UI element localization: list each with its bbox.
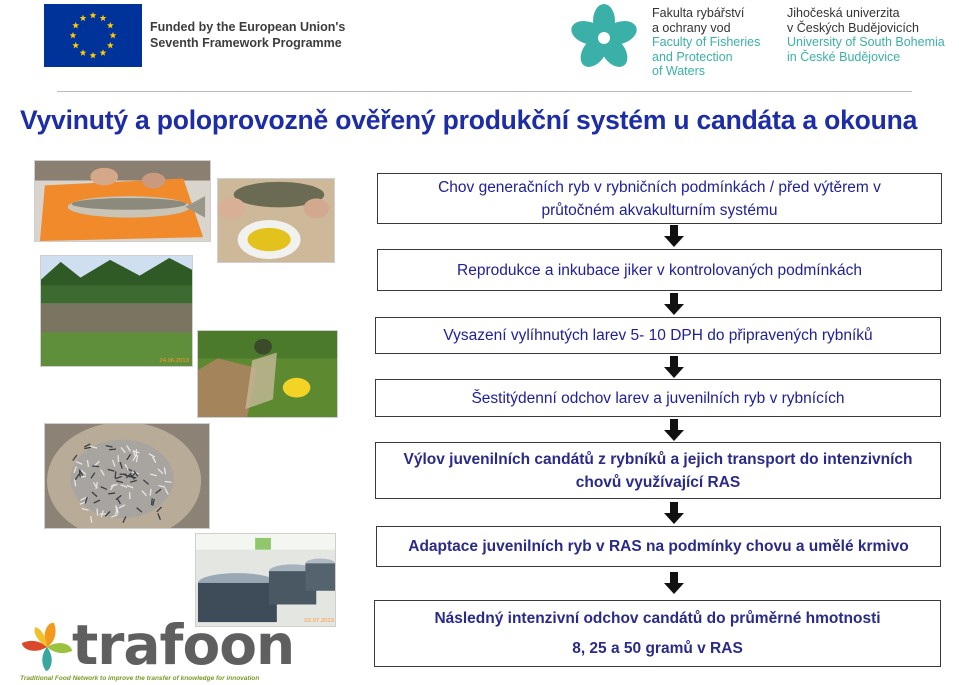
eu-funding-line-2: Seventh Framework Programme [150, 36, 342, 50]
fish-fry-mark [115, 471, 116, 478]
fish-fry-mark [152, 498, 153, 505]
flow-step-text: Následný intenzivní odchov candátů do průměrné hmotnosti [434, 609, 881, 627]
jcu-line: Jihočeská univerzita [787, 6, 900, 20]
frov-faculty-name [652, 6, 760, 79]
flow-step-text: Reprodukce a inkubace jiker v kontrolovaných podmínkách [457, 261, 862, 279]
eu-star-icon [100, 15, 107, 22]
flow-step-5 [375, 442, 941, 499]
fish-fry-mark [92, 466, 99, 467]
eu-star-icon [90, 52, 97, 59]
header-divider [57, 91, 912, 92]
slide-title: Vyvinutý a poloprovozně ověřený produkční systém u candáta a okouna [20, 105, 918, 135]
flow-step-text: Šestitýdenní odchov larev a juvenilních ryb v rybnících [471, 389, 845, 407]
eu-star-icon [90, 12, 97, 19]
eu-star-icon [100, 49, 107, 56]
eu-star-icon [80, 15, 87, 22]
jcu-university-name [787, 6, 945, 64]
eu-star-icon [107, 22, 114, 29]
eu-star-icon [80, 49, 87, 56]
eu-funding-text [150, 19, 345, 51]
flow-step-text: průtočném akvakulturním systému [541, 201, 778, 219]
down-arrow-icon [664, 356, 684, 378]
frov-line: Faculty of Fisheries [652, 35, 761, 50]
flow-step-text: Vysazení vylíhnutých larev 5- 10 DPH do připravených rybníků [443, 327, 873, 344]
eu-star-icon [72, 22, 79, 29]
fish-fry-mark [108, 493, 115, 494]
frov-line: and Protection [652, 49, 733, 64]
frov-flower-center [598, 32, 610, 44]
flow-step-6 [376, 526, 941, 567]
flow-step-text: Adaptace juvenilních ryb v RAS na podmínky chovu a umělé krmivo [408, 538, 909, 555]
frov-flower-logo [566, 2, 642, 72]
photo-net-bucket [197, 330, 338, 418]
down-arrow-icon [664, 572, 684, 594]
flow-step-3 [375, 317, 941, 354]
eu-star-icon [70, 32, 77, 39]
eu-star-icon [107, 42, 114, 49]
trafoon-tagline: Traditional Food Network to improve the transfer of knowledge for innovation [20, 675, 260, 682]
down-arrow-icon [664, 502, 684, 524]
flow-step-text: Výlov juvenilních candátů z rybníků a jejich transport do intenzivních [403, 450, 913, 468]
eu-flag-icon [44, 4, 142, 67]
photo-fry-net [44, 423, 210, 529]
jcu-line: in České Budějovice [787, 49, 901, 64]
flow-step-4 [375, 379, 941, 417]
trafoon-wordmark: trafoon [72, 613, 295, 677]
flow-step-2 [377, 249, 942, 291]
down-arrow-icon [664, 419, 684, 441]
flow-step-text: 8, 25 a 50 gramů v RAS [572, 639, 743, 657]
eu-star-icon [110, 32, 117, 39]
flow-step-text: chovů využívající RAS [575, 473, 741, 491]
photo-date-stamp: 24.06.2013 [159, 358, 189, 365]
fish-fry-mark [97, 509, 98, 516]
jcu-line: University of South Bohemia [787, 35, 945, 50]
jcu-line: v Českých Budějovicích [787, 20, 920, 35]
photo-date-stamp: 02.07.2013 [304, 618, 334, 625]
frov-line: Fakulta rybářství [652, 6, 745, 20]
flow-step-7 [374, 600, 941, 667]
frov-line: a ochrany vod [652, 20, 731, 35]
fish-fry-mark [150, 489, 151, 496]
frov-line: of Waters [652, 64, 706, 79]
fish-fry-mark [165, 481, 172, 482]
photo-pond [40, 255, 193, 367]
flow-step-1 [377, 173, 942, 224]
fish-fry-mark [109, 449, 116, 450]
down-arrow-icon [664, 293, 684, 315]
photo-fish-handling [34, 160, 211, 242]
eu-star-icon [72, 42, 79, 49]
fish-fry-mark [75, 479, 76, 486]
flow-step-text: Chov generačních ryb v rybničních podmínkách / před výtěrem v [438, 178, 881, 196]
down-arrow-icon [664, 225, 684, 247]
eu-funding-line-1: Funded by the European Union's [150, 20, 346, 34]
trafoon-leaf-icon [20, 621, 74, 673]
photo-egg-bowl [217, 178, 335, 263]
